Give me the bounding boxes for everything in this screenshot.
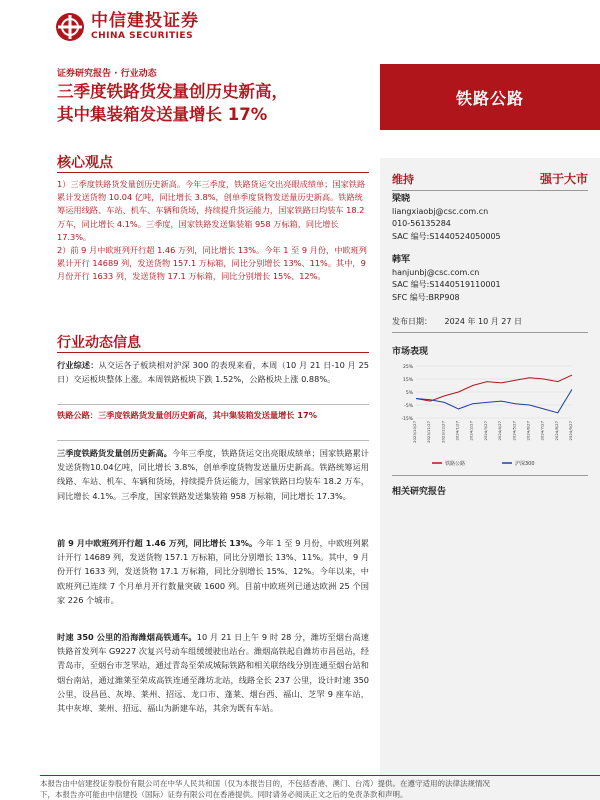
analyst-1-email[interactable]: liangxiaobj@csc.com.cn [392,206,489,216]
chart-x-tick-label: 2024/8/27 [553,421,559,441]
paragraph-freight-lead: 三季度铁路货发量创历史新高。 [57,448,172,458]
core-point-1: 1）三季度铁路货发量创历史新高。今年三季度，铁路货运交出亮眼成绩单；国家铁路累计发送货物 10.04 亿吨，同比增长 3.8%，创单季度货物发送量历史新高。铁路统筹运用线路、车站、机车、车辆和货场，持续提升货运能力，国家铁路日均装车 18.2 万车，同比增长 4.1%。三季度，国家铁路发送集装箱 958 万标箱，同比增长 17.3%。 [57,179,366,242]
chart-y-tick-label: 5% [405,391,413,396]
chart-x-tick-label: 2024/1/27 [454,421,460,441]
publish-date-value: 2024 年 10 月 27 日 [444,317,522,326]
chart-y-tick-label: -15% [401,417,413,422]
footer-rule [40,775,600,776]
overview-paragraph [57,358,369,386]
overview-text: 从交运各子板块相对沪深 300 的表现来看，本周（10 月 21 日-10 月 25 日）交运板块整体上涨。本周铁路板块下跌 1.52%，公路板块上涨 0.88%。 [57,360,369,385]
analyst-2-sac: SAC 编号:S1440519110001 [392,280,501,289]
disclaimer [40,778,600,800]
chart-x-tick-label: 2024/4/27 [497,421,503,441]
analyst-1-phone: 010-56135284 [392,219,451,228]
report-title [57,80,377,126]
chart-x-tick-label: 2024/3/27 [482,421,488,441]
analyst-2-sfc: SFC 编号:BRP908 [392,292,460,302]
paragraph-china-europe-lead: 前 9 月中欧班列开行超 1.46 万列，同比增长 13%。 [57,538,258,548]
paragraph-china-europe [57,536,369,607]
market-heading: 市场表现 [392,347,429,357]
chart-x-tick-label: 2023/11/27 [426,421,432,443]
side-rule [392,475,588,476]
brand-logo-icon [55,12,85,42]
disclaimer-line-2: 下，本报告亦可能由中信建投（国际）证券有限公司在香港提供。同时请务必阅读正文之后的免责条款和声明。 [40,790,408,799]
paragraph-weiyan [57,630,369,715]
side-rule [392,190,588,191]
rating-value: 强于大市 [539,172,588,186]
divider [57,404,369,405]
brand-name-en: CHINA SECURITIES [91,31,194,41]
analyst-2-email[interactable]: hanjunbj@csc.com.cn [392,267,480,277]
publish-date-label: 发布日期： [392,317,432,326]
rating-maintain: 维持 [392,173,414,186]
brand-logo [55,12,199,42]
title-line-1: 三季度铁路货发量创历史新高， [57,82,288,101]
chart-x-tick-label: 2024/5/27 [511,421,517,441]
title-line-2: 其中集装箱发送量增长 17% [57,105,268,124]
dynamics-heading-rule [57,352,369,353]
chart-y-tick-label: 25% [402,365,413,370]
chart-x-tick-label: 2023/12/27 [440,421,446,443]
related-reports-heading: 相关研究报告 [392,487,447,497]
publish-date [392,316,522,327]
chart-y-tick-label: -5% [404,404,413,409]
chart-x-tick-label: 2024/6/27 [525,421,531,441]
rail-highlight [57,408,369,422]
chart-x-tick-label: 2024/2/27 [468,421,474,441]
rating-row [392,170,588,187]
chart-legend-label: 沪深300 [515,460,535,467]
paragraph-weiyan-body: 10 月 21 日上午 9 时 28 分，潍坊至烟台高速铁路首发列车 G9227 次复兴号动车组缓缓驶出站台。潍烟高铁起自潍坊市昌邑站，经青岛市，至烟台市芝罘站，通过青岛至荣成城际铁路和相关联络线分别连通至烟台站和烟台南站，通过潍莱至荣成高铁连通至潍坊北站，线路全长 237 公里，设计时速 350 公里，设昌邑、灰埠、莱州、招远、龙口市、蓬莱、烟台西、福山、芝罘 9 座车站，其中灰埠、莱州、招远、福山为新建车站，其余为既有车站。 [57,632,369,714]
dynamics-heading: 行业动态信息 [57,335,141,351]
brand-name-cn: 中信建投证券 [91,11,199,31]
paragraph-freight [57,446,369,503]
chart-legend [432,460,535,467]
core-heading-rule [57,172,369,173]
analyst-2 [392,254,501,304]
chart-y-ticks [401,364,413,422]
core-point-2: 2）前 9 月中欧班列开行超 1.46 万列，同比增长 13%。今年 1 至 9 月份，中欧班列累计开行 14689 列，发送货物 157.1 万标箱，同比分别增长 13%、11%。其中，9 月份开行 1633 列，发送货物 17.1 万标箱，同比分别增长 15%、12%。 [57,245,367,282]
market-performance-chart [392,360,588,470]
chart-x-ticks [412,420,573,442]
disclaimer-line-1: 本报告由中信建投证券股份有限公司在中华人民共和国（仅为本报告目的，不包括香港、澳门、台湾）提供。在遵守适用的法律法规情况 [40,779,490,788]
overview-label: 行业综述： [57,360,99,370]
analyst-2-name: 韩军 [392,255,411,265]
chart-x-tick-label: 2024/9/27 [568,421,573,441]
chart-series-line [416,389,572,412]
analyst-1-sac: SAC 编号:S1440524050005 [392,231,501,241]
side-rule [392,332,588,333]
divider [57,440,369,441]
analyst-1 [392,193,501,243]
paragraph-weiyan-lead: 时速 350 公里的沿海潍烟高铁通车。 [57,632,197,642]
paragraph-freight-body: 今年三季度，铁路货运交出亮眼成绩单；国家铁路累计发送货物10.04亿吨，同比增长 3.8%，创单季度货物发送量历史新高。铁路统筹运用线路、车站、机车、车辆和货场，持续提升货运能力，国家铁路日均装车 18.2 万车，同比增长 4.1%。三季度，国家铁路发送集装箱 958 万标箱，同比增长 17.3%。 [57,448,369,501]
chart-legend-label: 铁路公路 [445,460,466,467]
chart-x-tick-label: 2024/7/27 [539,421,545,441]
core-viewpoints [57,178,369,284]
chart-series [416,375,572,413]
chart-y-tick-label: 15% [402,378,413,383]
paragraph-china-europe-body: 今年 1 至 9 月份，中欧班列累计开行 14689 列，发送货物 157.1 万标箱，同比分别增长 13%、11%。其中，9 月份开行 1633 列，发送货物 17.1 万标箱，同比分别增长 15%、12%。今年以来，中欧班列已连续 7 个月单月开行数量突破 1600 列。目前中欧班列已通达欧洲 25 个国家 226 个城市。 [57,538,369,605]
report-type: 证券研究报告 · 行业动态 [57,69,157,79]
core-heading: 核心观点 [57,155,113,171]
sector-label: 铁路公路 [380,64,600,130]
rail-text: 三季度铁路货发量创历史新高，其中集装箱发送量增长 17% [97,410,317,420]
chart-x-tick-label: 2023/10/27 [412,421,417,443]
rail-label: 铁路公路： [57,410,98,420]
analyst-1-name: 梁晓 [392,194,411,204]
